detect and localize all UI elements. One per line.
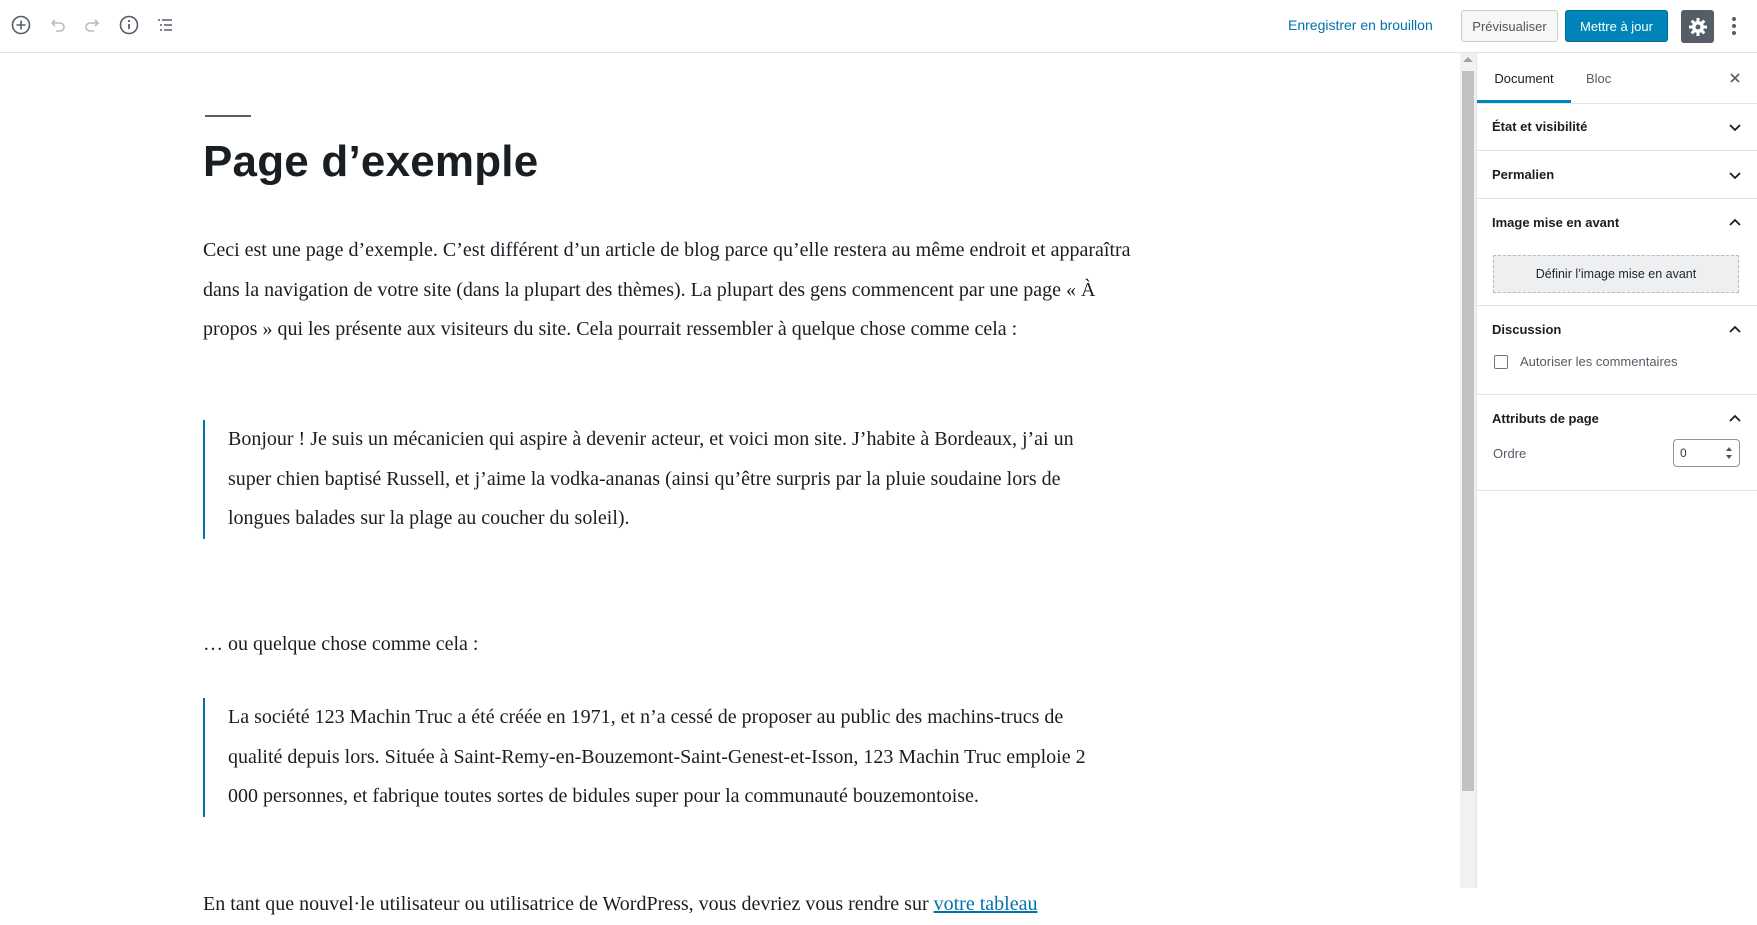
panel-permalink[interactable] — [1477, 151, 1757, 199]
panel-discussion — [1477, 306, 1757, 395]
order-input[interactable] — [1673, 439, 1740, 467]
editor-canvas — [0, 53, 1460, 915]
panel-title: Image mise en avant — [1492, 215, 1620, 230]
update-button[interactable]: Mettre à jour — [1565, 10, 1668, 42]
panel-title: Permalien — [1492, 167, 1555, 182]
chevron-up-icon[interactable] — [1728, 216, 1742, 230]
preview-button[interactable]: Prévisualiser — [1461, 10, 1558, 42]
chevron-down-icon[interactable] — [1728, 168, 1742, 182]
chevron-down-icon[interactable] — [1728, 120, 1742, 134]
post-title[interactable]: Page d’exemple — [203, 137, 539, 186]
paragraph-block[interactable]: Ceci est une page d’exemple. C’est différent d’un article de blog parce qu’elle restera au même endroit et apparaîtra dans la navigation de votre site (dans la plupart des thèmes). La plupart des gens commencent par une page « À propos » qui les présente aux visiteurs du site. Cela pourrait ressembler à quelque chose comme cela : — [203, 239, 1131, 340]
title-separator — [205, 115, 251, 117]
more-vertical-icon — [1731, 16, 1737, 36]
tab-block[interactable]: Bloc — [1586, 70, 1612, 86]
sidebar-tabs — [1477, 53, 1757, 104]
panel-page-attributes — [1477, 395, 1757, 491]
quote-block[interactable] — [203, 698, 1115, 817]
paragraph-text: En tant que nouvel·le utilisateur ou utilisatrice de WordPress, vous devriez vous rendre sur — [203, 893, 934, 915]
spinner-arrows-icon[interactable] — [1724, 444, 1734, 462]
close-icon[interactable] — [1727, 70, 1743, 86]
more-options-button[interactable] — [1722, 12, 1746, 40]
chevron-up-icon[interactable] — [1728, 323, 1742, 337]
paragraph-block[interactable]: … ou quelque chose comme cela : — [203, 633, 479, 655]
panel-title: Discussion — [1492, 322, 1562, 337]
order-label: Ordre — [1493, 446, 1527, 461]
set-featured-image-button[interactable]: Définir l’image mise en avant — [1493, 255, 1739, 293]
scroll-up-arrow-icon[interactable] — [1463, 57, 1473, 62]
add-block-icon[interactable] — [9, 13, 33, 37]
outline-icon[interactable] — [153, 13, 177, 37]
settings-sidebar — [1476, 53, 1757, 888]
paragraph-block[interactable] — [203, 885, 1133, 925]
scrollbar-thumb[interactable] — [1462, 71, 1474, 791]
undo-icon[interactable] — [45, 13, 69, 37]
allow-comments-label[interactable]: Autoriser les commentaires — [1520, 354, 1678, 369]
tab-document[interactable]: Document — [1477, 53, 1571, 103]
panel-status-visibility[interactable] — [1477, 103, 1757, 151]
info-icon[interactable] — [117, 13, 141, 37]
editor-toolbar — [0, 0, 1757, 53]
allow-comments-checkbox[interactable] — [1494, 355, 1508, 369]
quote-block[interactable] — [203, 420, 1115, 539]
panel-featured-image — [1477, 199, 1757, 306]
dashboard-link[interactable]: votre tableau — [933, 893, 1038, 915]
quote-text[interactable]: Bonjour ! Je suis un mécanicien qui aspire à devenir acteur, et voici mon site. J’habite à Bordeaux, j’ai un super chien baptisé Russell, et j’aime la vodka-ananas (ainsi qu’être surpris par la pluie soudaine lors de longues balades sur la plage au coucher du soleil). — [228, 428, 1074, 529]
redo-icon[interactable] — [81, 13, 105, 37]
quote-text[interactable]: La société 123 Machin Truc a été créée en 1971, et n’a cessé de proposer au public des machins-trucs de qualité depuis lors. Située à Saint-Remy-en-Bouzemont-Saint-Genest-et-Isson, 123 Machin Truc emploie 2 000 personnes, et fabrique toutes sortes de bidules super pour la communauté bouzemontoise. — [228, 706, 1086, 807]
chevron-up-icon[interactable] — [1728, 412, 1742, 426]
panel-title: Attributs de page — [1492, 411, 1599, 426]
gear-icon — [1688, 17, 1708, 37]
order-value: 0 — [1680, 446, 1687, 460]
panel-title: État et visibilité — [1492, 119, 1588, 134]
save-draft-button[interactable]: Enregistrer en brouillon — [1288, 17, 1433, 33]
settings-button[interactable] — [1681, 10, 1714, 43]
